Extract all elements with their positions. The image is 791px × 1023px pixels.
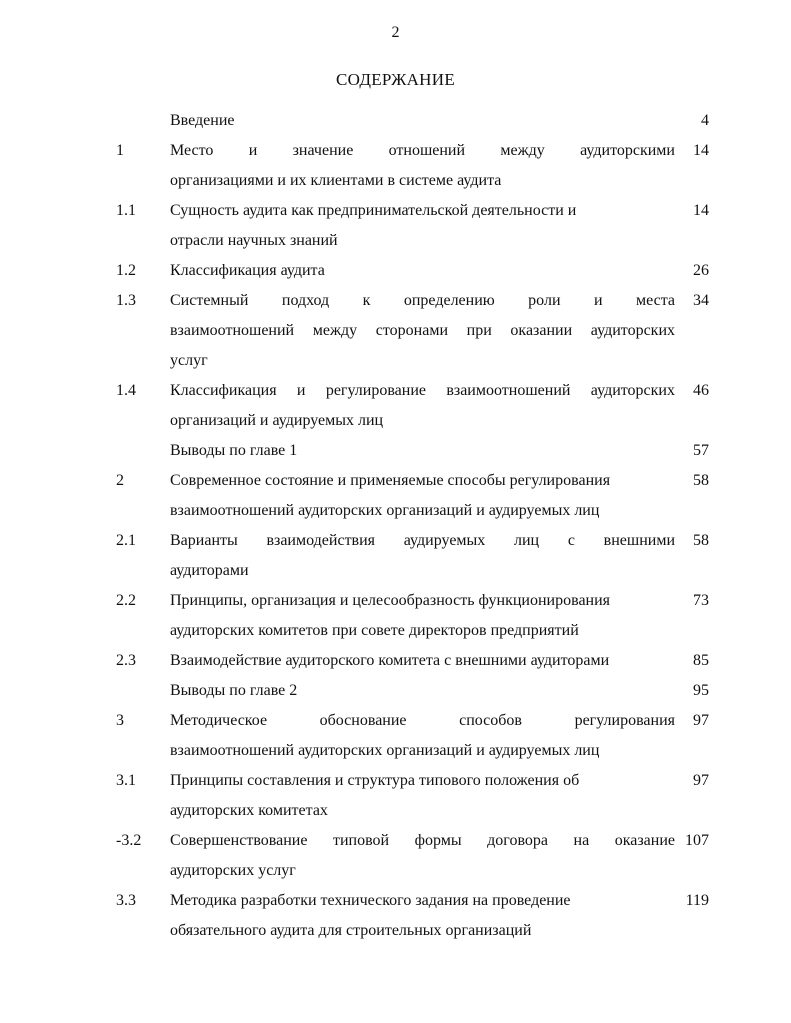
toc-entry-number: 1.1 [116, 202, 136, 219]
toc-entry-page: 34 [693, 292, 709, 309]
toc-entry [0, 646, 791, 676]
toc-entry [0, 826, 791, 886]
toc-entry [0, 586, 791, 646]
toc-entry-line: взаимоотношений аудиторских организаций и аудируемых лиц [170, 502, 600, 519]
toc-entry-text [170, 826, 675, 886]
toc-entry-page: 14 [693, 202, 709, 219]
toc-entry-page: 14 [693, 142, 709, 159]
toc-entry-line: Классификация аудита [170, 262, 325, 279]
toc-entry-line: Введение [170, 112, 235, 129]
toc-entry-text [170, 766, 675, 826]
toc-entry-page: 85 [693, 652, 709, 669]
page-number: 2 [391, 24, 400, 41]
toc-entry-text [170, 526, 675, 586]
toc-entry-text [170, 676, 675, 706]
toc-entry-page: 97 [693, 712, 709, 729]
toc-entry-line: Совершенствование типовой формы договора на оказание [170, 832, 675, 849]
toc-entry-number: 1 [116, 142, 124, 159]
toc-entry-line: взаимоотношений аудиторских организаций и аудируемых лиц [170, 742, 600, 759]
toc-entry-text [170, 196, 675, 256]
toc-entry-page: 95 [693, 682, 709, 699]
toc-entry-number: 2 [116, 472, 124, 489]
toc-entry-line: Принципы составления и структура типового положения об [170, 772, 580, 789]
toc-entry [0, 526, 791, 586]
toc-entry [0, 466, 791, 526]
toc-entry-number: 1.4 [116, 382, 136, 399]
toc-entry [0, 676, 791, 706]
toc-entry-line: Классификация и регулирование взаимоотношений аудиторских [170, 382, 675, 399]
toc-entry [0, 196, 791, 256]
toc-entry-line: организаций и аудируемых лиц [170, 412, 384, 429]
toc-entry-text [170, 256, 675, 286]
toc-entry-line: Принципы, организация и целесообразность функционирования [170, 592, 611, 609]
toc-entry-number: 1.3 [116, 292, 136, 309]
toc-entry-page: 73 [693, 592, 709, 609]
toc-entry-text [170, 646, 675, 676]
toc-entry-text [170, 706, 675, 766]
toc-entry-line: Выводы по главе 2 [170, 682, 298, 699]
toc-entry [0, 106, 791, 136]
toc-entry-line: Место и значение отношений между аудиторскими [170, 142, 675, 159]
toc-entry [0, 286, 791, 376]
toc-entry-line: Современное состояние и применяемые способы регулирования [170, 472, 611, 489]
toc-entry-text [170, 376, 675, 436]
toc-entry-text [170, 886, 675, 946]
toc-entry-text [170, 586, 675, 646]
toc-entry-page: 26 [693, 262, 709, 279]
toc-entry-line: аудиторами [170, 562, 249, 579]
toc-entry-line: взаимоотношений между сторонами при оказании аудиторских [170, 322, 675, 339]
toc-entry [0, 136, 791, 196]
toc-entry-number: 2.1 [116, 532, 136, 549]
toc-entry-number: 3.3 [116, 892, 136, 909]
toc-entry-line: Взаимодействие аудиторского комитета с внешними аудиторами [170, 652, 610, 669]
toc-entry-number: 3 [116, 712, 124, 729]
toc-entry [0, 436, 791, 466]
toc-entry-line: организациями и их клиентами в системе аудита [170, 172, 502, 189]
toc-entry-page: 107 [685, 832, 709, 849]
toc-entry-page: 57 [693, 442, 709, 459]
toc-entry-page: 58 [693, 472, 709, 489]
toc-entry [0, 376, 791, 436]
toc-entry-line: Методическое обоснование способов регулирования [170, 712, 675, 729]
toc-entry-text [170, 436, 675, 466]
toc-entry-line: аудиторских комитетах [170, 802, 328, 819]
toc-entry-text [170, 466, 675, 526]
toc-entry-page: 46 [693, 382, 709, 399]
toc-entry-page: 97 [693, 772, 709, 789]
toc-entry-page: 58 [693, 532, 709, 549]
toc-entry-number: 2.2 [116, 592, 136, 609]
toc-entry-number: -3.2 [116, 832, 142, 849]
toc-entry-line: обязательного аудита для строительных организаций [170, 922, 532, 939]
toc-entry-line: услуг [170, 352, 208, 369]
toc-entry-text [170, 106, 675, 136]
toc-entry [0, 256, 791, 286]
toc-entry-number: 1.2 [116, 262, 136, 279]
toc-entry-line: аудиторских комитетов при совете директоров предприятий [170, 622, 579, 639]
toc-entry [0, 706, 791, 766]
toc-entry [0, 766, 791, 826]
toc-entry-line: Системный подход к определению роли и места [170, 292, 675, 309]
toc-entry-line: Сущность аудита как предпринимательской деятельности и [170, 202, 577, 219]
toc-entry-line: Методика разработки технического задания на проведение [170, 892, 571, 909]
toc-entry [0, 886, 791, 946]
toc-entry-line: Варианты взаимодействия аудируемых лиц с внешними [170, 532, 675, 549]
toc-entry-page: 4 [701, 112, 709, 129]
toc-entry-line: аудиторских услуг [170, 862, 296, 879]
toc-title: СОДЕРЖАНИЕ [335, 70, 456, 89]
toc-entry-page: 119 [685, 892, 709, 909]
toc-entry-text [170, 136, 675, 196]
toc-entry-text [170, 286, 675, 376]
toc-list [0, 106, 791, 946]
toc-entry-line: Выводы по главе 1 [170, 442, 298, 459]
toc-entry-number: 2.3 [116, 652, 136, 669]
toc-entry-number: 3.1 [116, 772, 136, 789]
toc-entry-line: отрасли научных знаний [170, 232, 338, 249]
